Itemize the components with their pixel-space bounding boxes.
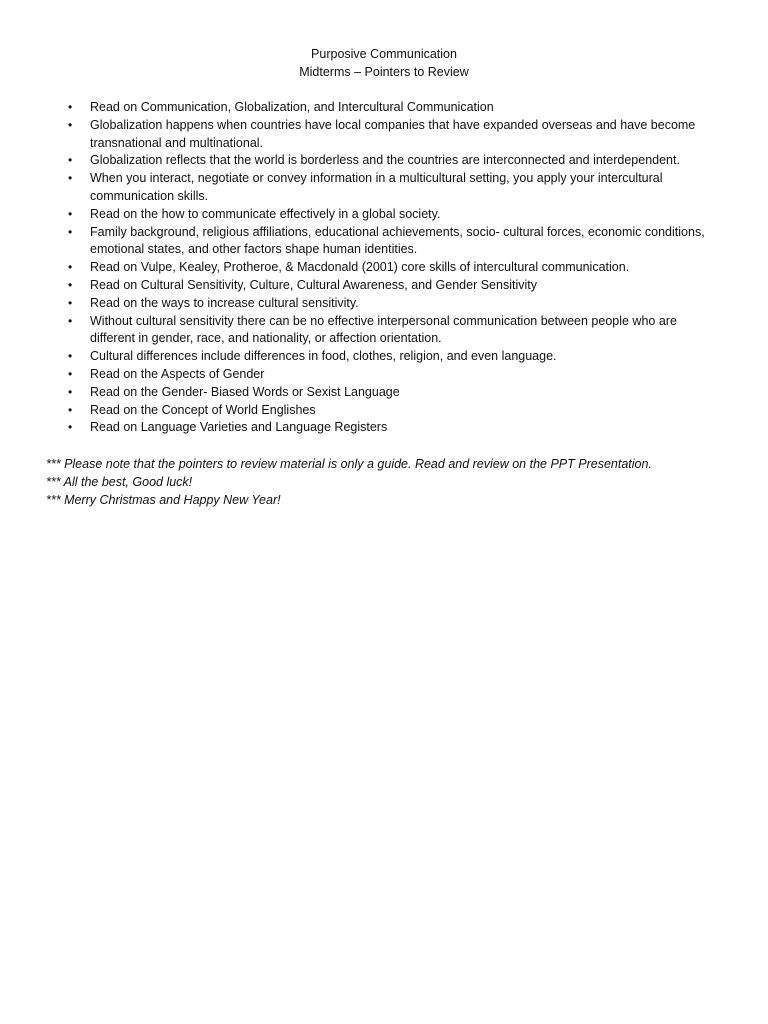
bullet-icon: • <box>68 206 73 221</box>
list-item <box>62 384 722 402</box>
bullet-icon: • <box>68 117 73 132</box>
bullet-icon: • <box>68 349 73 364</box>
list-item <box>62 99 722 117</box>
list-item-text: Read on the ways to increase cultural sensitivity. <box>90 295 359 310</box>
bullet-icon: • <box>68 420 73 435</box>
list-item <box>62 295 722 313</box>
note-disclaimer: *** Please note that the pointers to review material is only a guide. Read and review on the PPT Presentation. <box>46 457 652 471</box>
list-item-text: Read on the Aspects of Gender <box>90 366 265 381</box>
list-item-text: Globalization happens when countries have local companies that have expanded overseas and have become transnational and multinational. <box>90 117 696 150</box>
bullet-icon: • <box>68 366 73 381</box>
bullet-icon: • <box>68 153 73 168</box>
list-item <box>62 170 722 206</box>
document-subtitle: Midterms – Pointers to Review <box>299 65 469 79</box>
bullet-icon: • <box>68 384 73 399</box>
bullet-icon: • <box>68 100 73 114</box>
list-item <box>62 224 722 260</box>
list-item <box>62 313 722 349</box>
bullet-icon: • <box>68 224 73 239</box>
title-block <box>0 45 768 81</box>
list-item-text: Without cultural sensitivity there can be no effective interpersonal communication between people who are different in gender, race, and nationality, or affection orientation. <box>90 313 677 346</box>
list-item <box>62 348 722 366</box>
list-item-text: Read on Communication, Globalization, and Intercultural Communication <box>90 100 494 114</box>
document-title: Purposive Communication <box>311 47 457 61</box>
list-item-text: Read on the how to communicate effectively in a global society. <box>90 206 441 221</box>
list-item <box>62 259 722 277</box>
list-item-text: Read on Vulpe, Kealey, Protheroe, & Macdonald (2001) core skills of intercultural communication. <box>90 260 630 275</box>
list-item-text: Family background, religious affiliations, educational achievements, socio- cultural forces, economic conditions, emotional states, and other factors shape human identities. <box>90 224 705 257</box>
list-item <box>62 419 722 437</box>
list-item-text: Cultural differences include differences in food, clothes, religion, and even language. <box>90 349 557 364</box>
pointers-list <box>62 99 722 437</box>
list-item <box>62 402 722 420</box>
bullet-icon: • <box>68 295 73 310</box>
list-item <box>62 152 722 170</box>
list-item <box>62 206 722 224</box>
list-item <box>62 277 722 295</box>
note-greeting: *** Merry Christmas and Happy New Year! <box>46 492 281 507</box>
bullet-icon: • <box>68 171 73 186</box>
bullet-icon: • <box>68 313 73 328</box>
list-item-text: Read on the Concept of World Englishes <box>90 402 316 417</box>
bullet-icon: • <box>68 277 73 292</box>
note-good-luck: *** All the best, Good luck! <box>46 474 193 489</box>
list-item-text: Read on Cultural Sensitivity, Culture, Cultural Awareness, and Gender Sensitivity <box>90 277 537 292</box>
bullet-icon: • <box>68 260 73 275</box>
list-item <box>62 366 722 384</box>
notes-section <box>46 456 746 509</box>
list-item-text: Read on the Gender- Biased Words or Sexist Language <box>90 384 400 399</box>
bullet-icon: • <box>68 402 73 417</box>
list-item-text: Read on Language Varieties and Language Registers <box>90 420 388 435</box>
list-item-text: Globalization reflects that the world is borderless and the countries are interconnected and interdependent. <box>90 153 680 168</box>
list-item <box>62 117 722 153</box>
list-item-text: When you interact, negotiate or convey information in a multicultural setting, you apply your intercultural communication skills. <box>90 171 663 203</box>
